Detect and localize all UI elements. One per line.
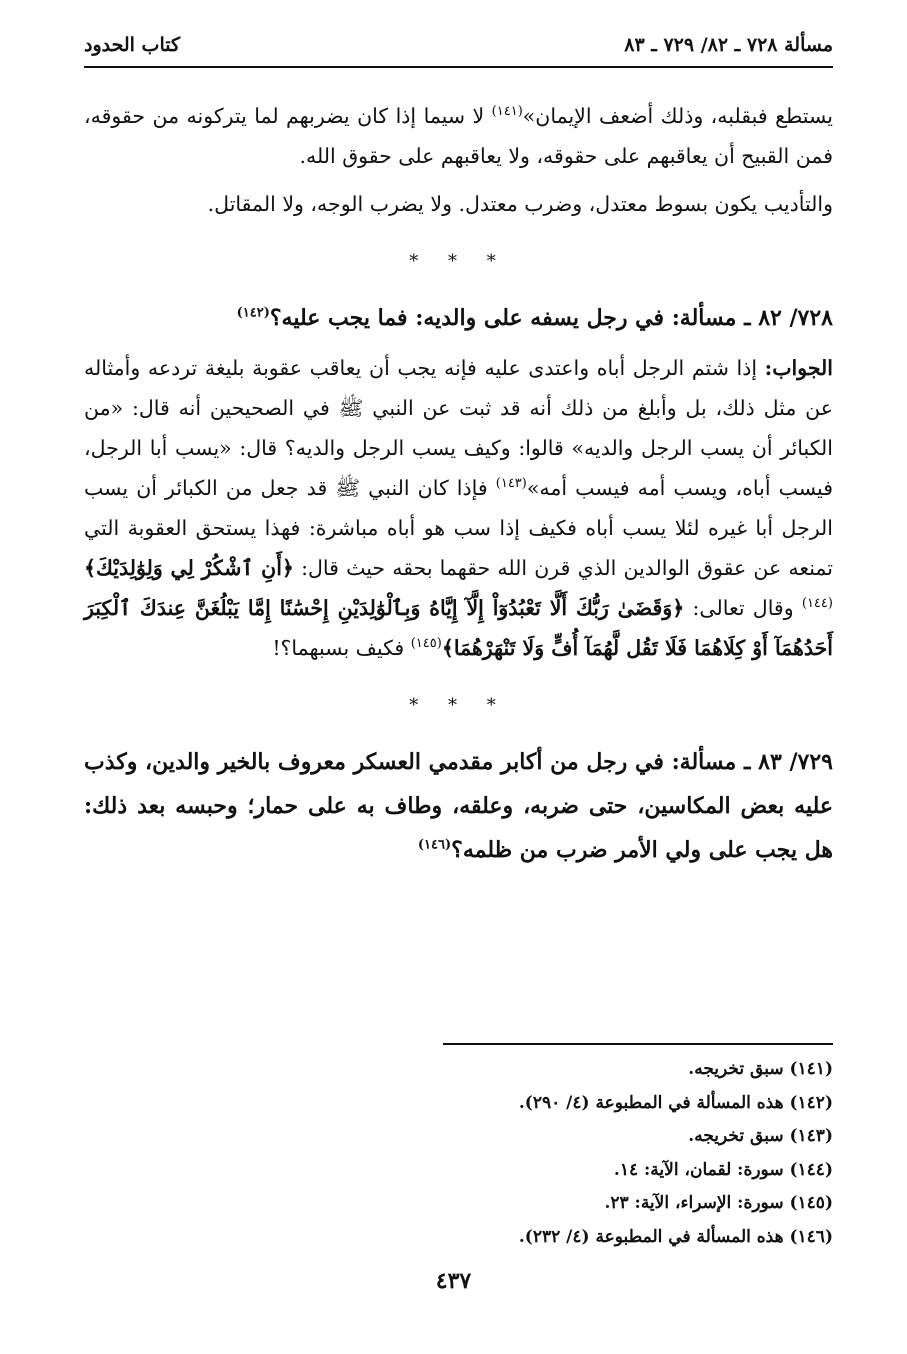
paragraph-1-text-b: لا سيما إذا كان يضربهم لما يتركونه من حقوقه، فمن القبيح أن يعاقبهم على حقوقه، ولا يعاقبهم على حقوق الله. (84, 104, 833, 168)
paragraph-1 (84, 96, 833, 176)
page-header (84, 30, 833, 68)
answer-label: الجواب: (764, 356, 833, 380)
quran-verse-2: ﴿وَقَضَىٰ رَبُّكَ أَلَّا تَعْبُدُوٓاْ إِلَّآ إِيَّاهُ وَبِٱلْوَٰلِدَيْنِ إِحْسَٰنًا إِمَّا يَبْلُغَنَّ عِندَكَ ٱلْكِبَرَ أَحَدُهُمَآ أَوْ كِلَاهُمَا فَلَا تَقُل لَّهُمَآ أُفٍّ وَلَا تَنْهَرْهُمَا﴾ (84, 596, 833, 660)
question-729-heading (84, 740, 833, 872)
header-book-title: كتاب الحدود (84, 34, 181, 56)
footnote-143: (١٤٣) سبق تخريجه. (688, 1126, 833, 1146)
answer-728 (84, 348, 833, 668)
paragraph-1-text-a: يستطع فبقلبه، وذلك أضعف الإيمان» (522, 104, 833, 128)
footnote-145: (١٤٥) سورة: الإسراء، الآية: ٢٣. (604, 1193, 833, 1213)
footnote-ref-142: (١٤٢) (236, 305, 270, 321)
answer-728-part-1: إذا شتم الرجل أباه واعتدى عليه فإنه يجب أن يعاقب عقوبة بليغة تردعه وأمثاله عن مثل ذلك، بل وأبلغ من ذلك أنه قد ثبت عن النبي ﷺ في الصحيحين أنه قال: «من الكبائر أن يسب الرجل والديه» قالوا: وكيف يسب الرجل والديه؟ قال: «يسب أبا الرجل، فيسب أباه، ويسب أمه فيسب أمه» (84, 356, 834, 500)
question-729-label: ـ مسألة: (671, 749, 751, 775)
section-separator-2: * * * (409, 695, 508, 716)
answer-728-part-2: فإذا كان النبي ﷺ قد جعل من الكبائر أن يسب الرجل أبا غيره لئلا يسب أباه فكيف إذا سب هو أباه مباشرة: فهذا يستحق العقوبة التي تمنعه عن عقوق الوالدين الذي قرن الله حقهما بحقه حيث قال: (84, 476, 833, 580)
footnote-ref-145: (١٤٥) (410, 636, 442, 652)
footnote-142: (١٤٢) هذه المسألة في المطبوعة (٤/ ٢٩٠). (518, 1092, 833, 1113)
question-728-heading (84, 296, 833, 340)
answer-728-part-3: وقال تعالى: (684, 596, 802, 620)
question-728-number: ٧٢٨/ ٨٢ (758, 305, 833, 331)
question-729-number: ٧٢٩/ ٨٣ (758, 749, 833, 775)
footnote-divider (443, 1043, 833, 1045)
answer-728-part-4: فكيف بسبهما؟! (272, 636, 411, 660)
question-729-text: في رجل من أكابر مقدمي العسكر معروف بالخير والدين، وكذب عليه بعض المكاسين، حتى ضربه، وعلقه، وطاف به على حمار؛ وحبسه بعد ذلك: هل يجب على ولي الأمر ضرب من ظلمه؟ (84, 749, 833, 863)
footnote-ref-143: (١٤٣) (495, 476, 527, 492)
footnote-144: (١٤٤) سورة: لقمان، الآية: ١٤. (613, 1159, 833, 1180)
page-number: ٤٣٧ (435, 1268, 472, 1294)
header-issue-range: مسألة ٧٢٨ ـ ٨٢/ ٧٢٩ ـ ٨٣ (624, 34, 833, 56)
paragraph-2: والتأديب يكون بسوط معتدل، وضرب معتدل. ولا يضرب الوجه، ولا المقاتل. (207, 192, 833, 216)
section-separator-1: * * * (409, 251, 508, 272)
footnote-146: (١٤٦) هذه المسألة في المطبوعة (٤/ ٢٣٢). (518, 1226, 833, 1247)
footnote-ref-141: (١٤١) (491, 104, 523, 120)
question-728-text: في رجل يسفه على والديه: فما يجب عليه؟ (269, 305, 672, 331)
footnote-141: (١٤١) سبق تخريجه. (688, 1059, 833, 1079)
quran-verse-1: ﴿أَنِ ٱشْكُرْ لِي وَلِوَٰلِدَيْكَ﴾ (84, 556, 294, 580)
footnotes-section (84, 1043, 833, 1254)
footnote-ref-146: (١٤٦) (417, 837, 452, 853)
main-text (84, 96, 833, 880)
question-728-label: ـ مسألة: (671, 305, 751, 331)
footnote-list (84, 1053, 833, 1254)
footnote-ref-144: (١٤٤) (801, 596, 833, 612)
